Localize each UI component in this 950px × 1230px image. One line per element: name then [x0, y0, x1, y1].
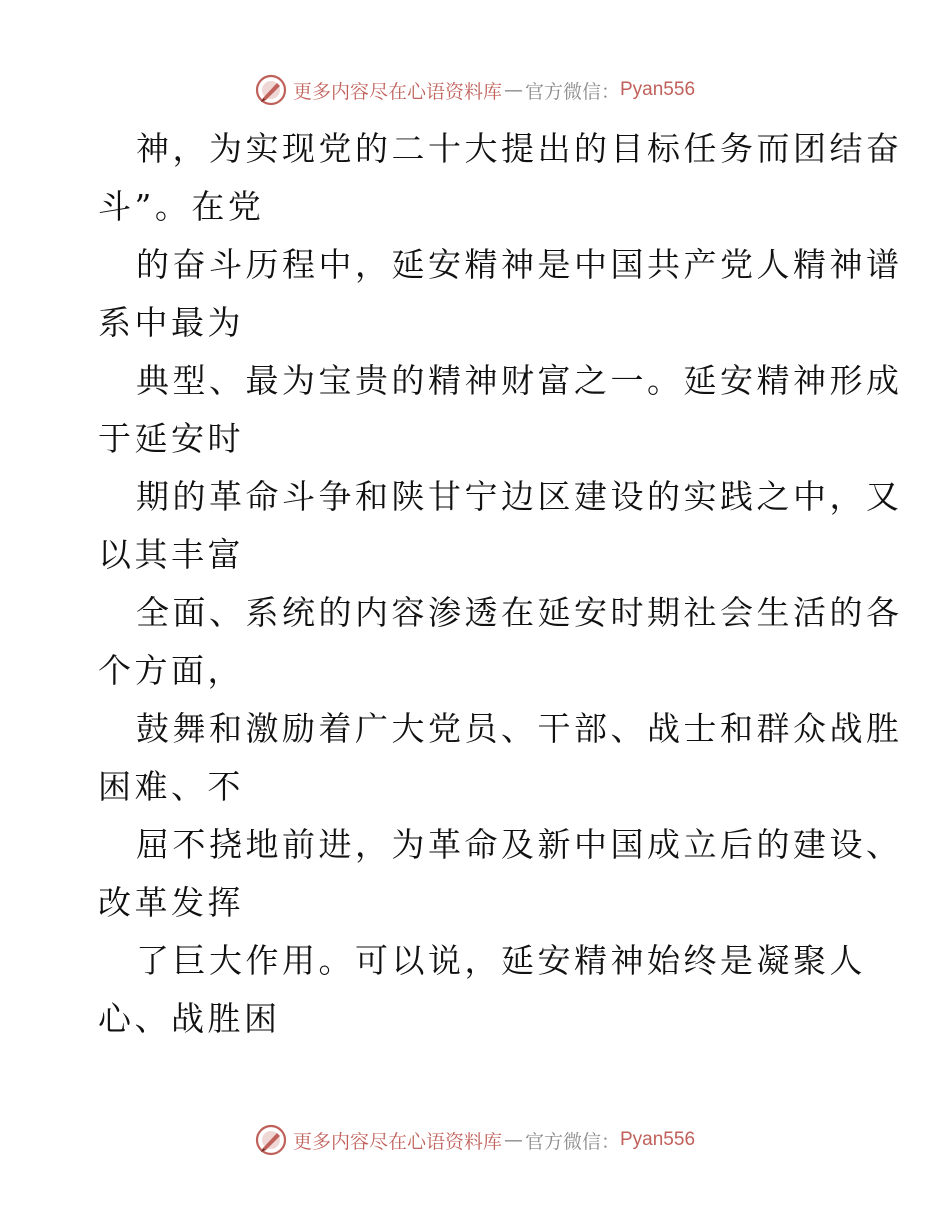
text-line-5: 典型、最为宝贵的精神财富之一。延安精神形成 — [136, 361, 903, 400]
watermark-wechat-id: Pyan556 — [620, 1129, 696, 1150]
footer-watermark — [0, 1120, 950, 1160]
watermark-main-text: 更多内容尽在心语资料库 — [292, 80, 502, 103]
text-line-13: 屈不挠地前进，为革命及新中国成立后的建设、 — [136, 825, 903, 864]
text-line-16: 心、战胜困 — [98, 999, 281, 1038]
pen-logo-icon — [255, 74, 287, 106]
text-line-15: 了巨大作用。可以说，延安精神始终是凝聚人 — [136, 941, 866, 980]
text-line-14: 改革发挥 — [98, 883, 244, 922]
text-line-2: 斗”。在党 — [98, 187, 265, 226]
text-line-10: 个方面， — [98, 651, 244, 690]
watermark-wechat-id: Pyan556 — [620, 79, 696, 100]
text-line-7: 期的革命斗争和陕甘宁边区建设的实践之中，又 — [136, 477, 903, 516]
pen-logo-icon — [255, 1124, 287, 1156]
text-line-9: 全面、系统的内容渗透在延安时期社会生活的各 — [136, 593, 903, 632]
text-line-6: 于延安时 — [98, 419, 244, 458]
watermark-main-text: 更多内容尽在心语资料库 — [292, 1130, 502, 1153]
header-watermark — [0, 70, 950, 110]
watermark-sub-text: 官方微信： — [524, 80, 620, 103]
text-line-3: 的奋斗历程中，延安精神是中国共产党人精神谱 — [136, 245, 903, 284]
text-line-12: 困难、不 — [98, 767, 244, 806]
text-line-8: 以其丰富 — [98, 535, 244, 574]
watermark-dash: — — [503, 79, 523, 101]
watermark-dash: — — [503, 1129, 523, 1151]
document-body — [98, 120, 903, 1048]
text-line-11: 鼓舞和激励着广大党员、干部、战士和群众战胜 — [136, 709, 903, 748]
watermark-sub-text: 官方微信： — [524, 1130, 620, 1153]
text-line-4: 系中最为 — [98, 303, 244, 342]
text-line-1: 神，为实现党的二十大提出的目标任务而团结奋 — [136, 129, 903, 168]
